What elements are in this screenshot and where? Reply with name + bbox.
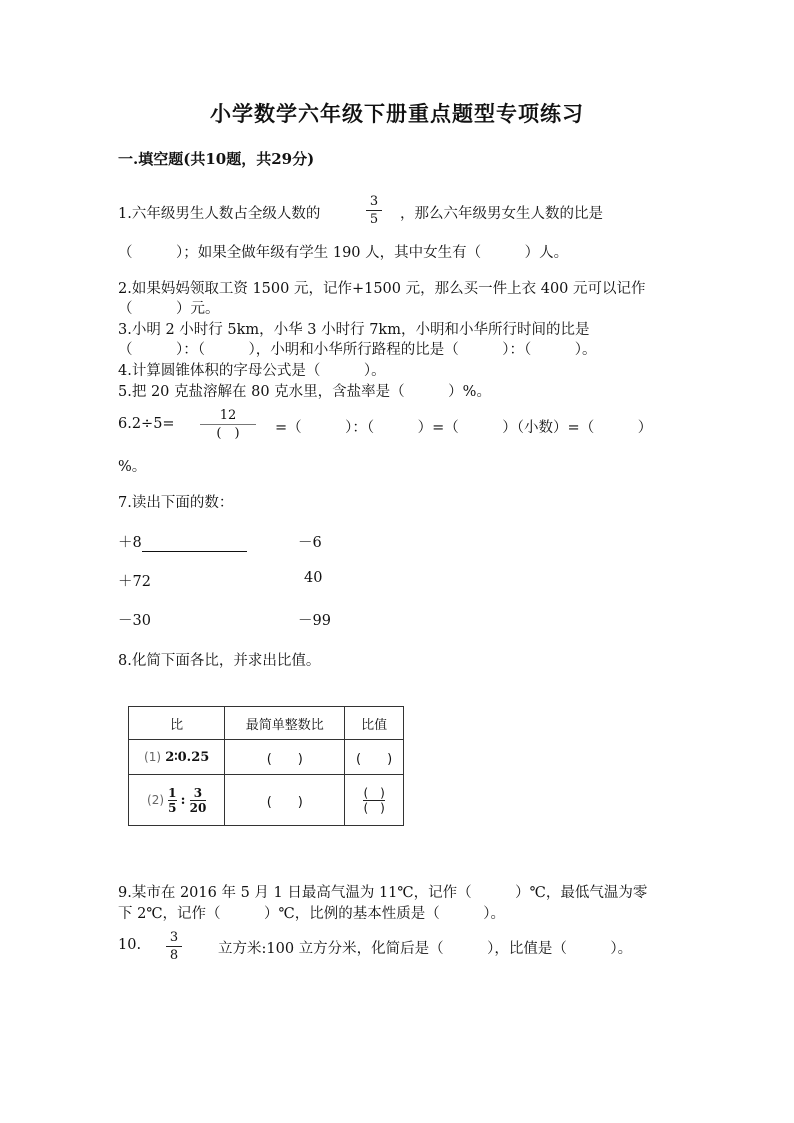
row-index: (2) bbox=[147, 792, 165, 807]
table-row bbox=[129, 775, 404, 826]
section-heading: 一.填空题(共10题，共29分) bbox=[118, 150, 315, 168]
page-title: 小学数学六年级下册重点题型专项练习 bbox=[210, 101, 584, 126]
q2-line1: 2.如果妈妈领取工资 1500 元，记作+1500 元，那么买一件上衣 400 元可以记作 bbox=[118, 281, 646, 297]
q4-text: 4.计算圆锥体积的字母公式是（ ）。 bbox=[118, 363, 386, 379]
fraction-b: $\frac{3}{20}$ bbox=[189, 785, 207, 815]
q6-fraction bbox=[200, 408, 256, 441]
q7-item: －99 bbox=[298, 613, 331, 629]
q9-line2: 下 2℃，记作（ ）℃，比例的基本性质是（ ）。 bbox=[118, 906, 506, 922]
q1-frac-num: 3 bbox=[369, 194, 379, 209]
q3-line1: 3.小明 2 小时行 5km，小华 3 小时行 7km，小明和小华所行时间的比是 bbox=[118, 322, 590, 338]
q1-frac-den: 5 bbox=[369, 212, 379, 227]
ratio-sep: : bbox=[180, 792, 186, 808]
value-fraction: ( ) ( ) bbox=[363, 785, 385, 815]
value-cell: ( ) bbox=[345, 740, 404, 775]
q7-prompt: 7.读出下面的数： bbox=[118, 495, 234, 511]
q7-item-label: ＋8 bbox=[118, 535, 142, 551]
simplest-cell: ( ) bbox=[225, 775, 345, 826]
q7-item bbox=[118, 531, 247, 552]
q2-line2: （ ）元。 bbox=[118, 301, 220, 317]
q6-frac-num: 12 bbox=[219, 408, 237, 423]
q10-frac-num: 3 bbox=[169, 930, 179, 945]
q10-rest: 立方米:100 立方分米，化简后是（ ），比值是（ ）。 bbox=[218, 941, 633, 957]
q5-text: 5.把 20 克盐溶解在 80 克水里，含盐率是（ ）%。 bbox=[118, 384, 491, 400]
row-index: (1) bbox=[144, 749, 162, 764]
header-value: 比值 bbox=[345, 707, 404, 740]
q6-line2: %。 bbox=[118, 459, 147, 475]
q1-line1-a: 1.六年级男生人数占全级人数的 bbox=[118, 206, 321, 222]
q10-prefix: 10. bbox=[118, 937, 142, 953]
header-simplest: 最简单整数比 bbox=[225, 707, 345, 740]
answer-line bbox=[142, 537, 247, 552]
simplest-cell: ( ) bbox=[225, 740, 345, 775]
value-cell bbox=[345, 775, 404, 826]
q7-item: －6 bbox=[298, 535, 322, 551]
q6-frac-den: ( ) bbox=[216, 426, 240, 441]
q10-fraction bbox=[166, 930, 182, 963]
fraction-a: $\frac{1}{5}$ bbox=[168, 785, 177, 815]
q3-line2: （ ）：（ ），小明和小华所行路程的比是（ ）：（ ）。 bbox=[118, 342, 597, 358]
ratio-cell bbox=[129, 740, 225, 775]
header-ratio: 比 bbox=[129, 707, 225, 740]
q9-line1: 9.某市在 2016 年 5 月 1 日最高气温为 11℃，记作（ ）℃，最低气温为零 bbox=[118, 885, 648, 901]
ratio-cell bbox=[129, 775, 225, 826]
q6-rest: =（ ）：（ ）=（ ）（小数）=（ ） bbox=[275, 420, 653, 436]
q10-frac-den: 8 bbox=[169, 948, 179, 963]
q1-line2: （ ）；如果全做年级有学生 190 人，其中女生有（ ）人。 bbox=[118, 245, 569, 261]
q1-line1-b: ，那么六年级男女生人数的比是 bbox=[400, 206, 603, 222]
ratio-text: 2∶0.25 bbox=[165, 749, 210, 765]
q1-fraction bbox=[366, 194, 382, 227]
table-header-row bbox=[129, 707, 404, 740]
q7-item: ＋72 bbox=[118, 574, 151, 590]
q6-prefix: 6.2÷5= bbox=[118, 416, 175, 432]
q7-item: －30 bbox=[118, 613, 151, 629]
table-row bbox=[129, 740, 404, 775]
ratio-table bbox=[128, 706, 404, 826]
q8-prompt: 8.化简下面各比，并求出比值。 bbox=[118, 653, 321, 669]
q7-item: 40 bbox=[304, 570, 323, 586]
